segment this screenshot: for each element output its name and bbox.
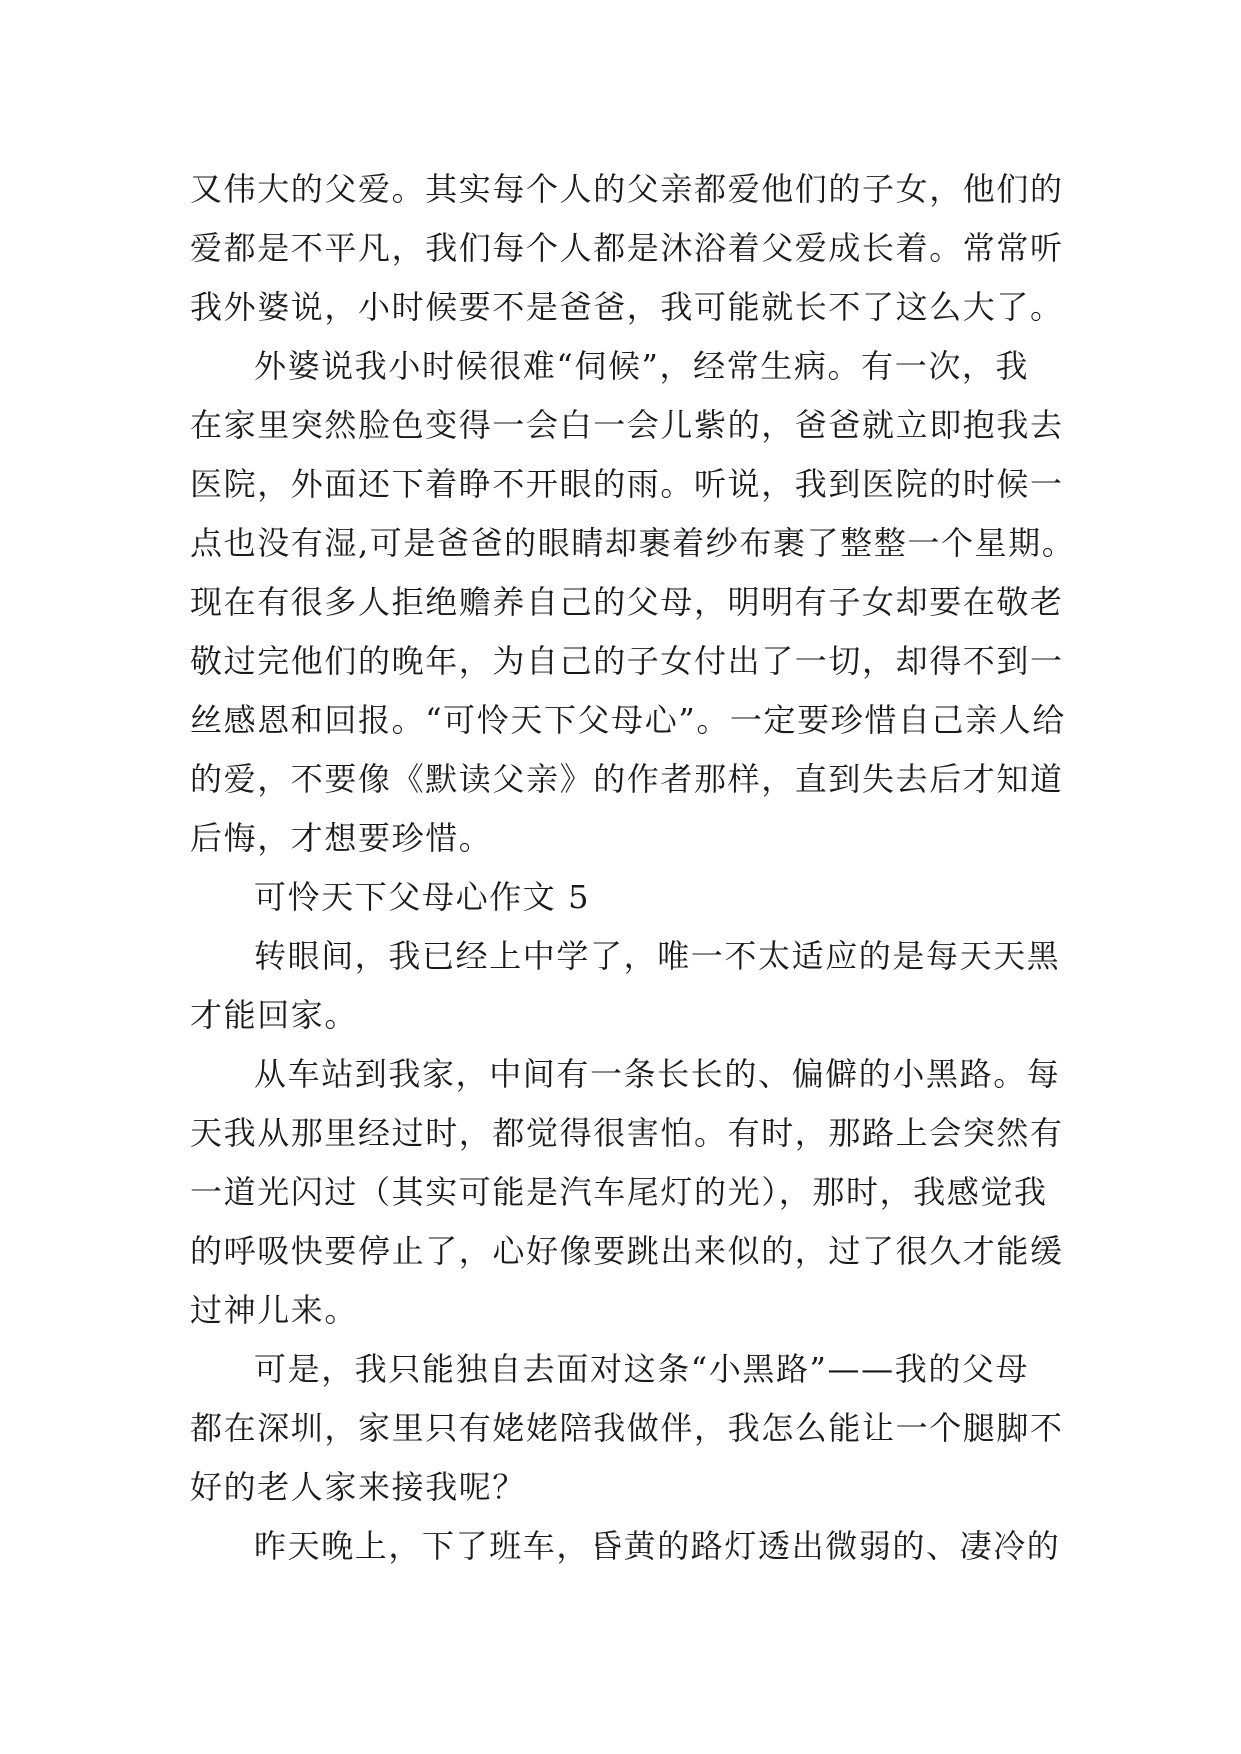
- text-line: 又伟大的父爱。其实每个人的父亲都爱他们的子女，他们的: [190, 170, 1064, 208]
- text-line: 的爱，不要像《默读父亲》的作者那样，直到失去后才知道: [190, 760, 1064, 798]
- text-line: 外婆说我小时候很难“伺候”，经常生病。有一次，我: [254, 347, 1030, 385]
- text-line: 从车站到我家，中间有一条长长的、偏僻的小黑路。每: [254, 1055, 1061, 1093]
- text-line: 敬过完他们的晚年，为自己的子女付出了一切，却得不到一: [190, 642, 1064, 680]
- text-line: 在家里突然脸色变得一会白一会儿紫的，爸爸就立即抱我去: [190, 406, 1064, 444]
- text-line: 都在深圳，家里只有姥姥陪我做伴，我怎么能让一个腿脚不: [190, 1409, 1064, 1447]
- text-line: 可怜天下父母心作文 5: [254, 878, 591, 916]
- text-line: 才能回家。: [190, 996, 359, 1034]
- text-line: 点也没有湿,可是爸爸的眼睛却裹着纱布裹了整整一个星期。: [190, 524, 1076, 562]
- text-line: 昨天晚上，下了班车，昏黄的路灯透出微弱的、凄冷的: [254, 1527, 1061, 1565]
- text-line: 现在有很多人拒绝赡养自己的父母，明明有子女却要在敬老: [190, 583, 1064, 621]
- text-line: 可是，我只能独自去面对这条“小黑路”——我的父母: [254, 1350, 1030, 1388]
- text-line: 天我从那里经过时，都觉得很害怕。有时，那路上会突然有: [190, 1114, 1064, 1152]
- text-line: 好的老人家来接我呢？: [190, 1468, 527, 1506]
- text-line: 医院，外面还下着睁不开眼的雨。听说，我到医院的时候一: [190, 465, 1064, 503]
- text-line: 丝感恩和回报。“可怜天下父母心”。一定要珍惜自己亲人给: [190, 701, 1066, 739]
- text-line: 后悔，才想要珍惜。: [190, 819, 493, 857]
- text-line: 转眼间，我已经上中学了，唯一不太适应的是每天天黑: [254, 937, 1061, 975]
- document-body: [190, 160, 1076, 1576]
- text-line: 一道光闪过（其实可能是汽车尾灯的光），那时，我感觉我: [190, 1173, 1048, 1211]
- text-line: 我外婆说，小时候要不是爸爸，我可能就长不了这么大了。: [190, 288, 1064, 326]
- text-line: 过神儿来。: [190, 1291, 359, 1329]
- text-line: 爱都是不平凡，我们每个人都是沐浴着父爱成长着。常常听: [190, 229, 1064, 267]
- text-line: 的呼吸快要停止了，心好像要跳出来似的，过了很久才能缓: [190, 1232, 1064, 1270]
